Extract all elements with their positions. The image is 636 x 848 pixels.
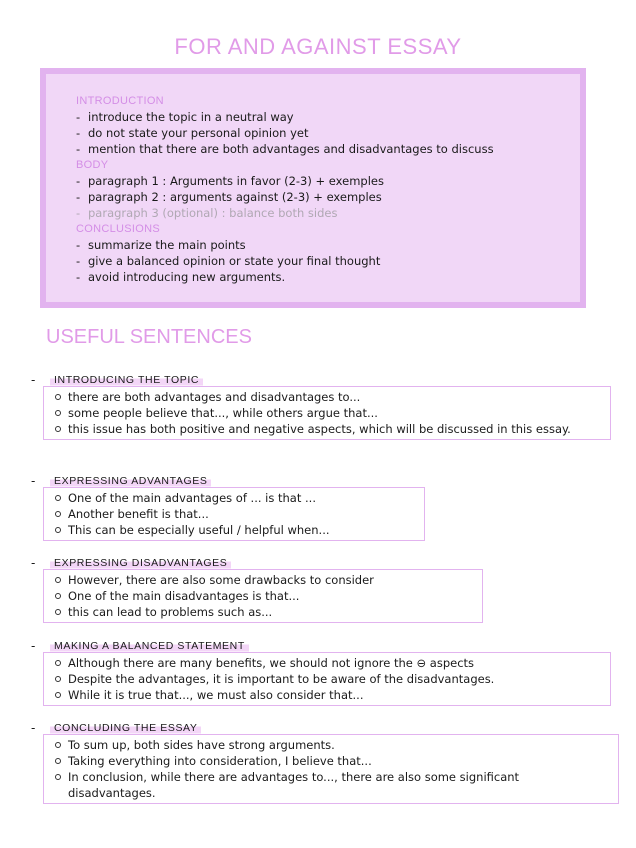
introduction-heading: INTRODUCTION: [76, 95, 164, 107]
introduction-item: - do not state your personal opinion yet: [76, 126, 309, 140]
introduction-item: - mention that there are both advantages and disadvantages to discuss: [76, 142, 494, 156]
essay-structure-list: [76, 93, 586, 285]
page-title: FOR AND AGAINST ESSAY: [174, 34, 462, 59]
body-item: - paragraph 2 : arguments against (2-3) + exemples: [76, 190, 382, 204]
sentence-item: However, there are also some drawbacks to consider: [54, 572, 474, 588]
body-heading: BODY: [76, 159, 109, 171]
sentence-item: Although there are many benefits, we should not ignore the ⊖ aspects: [54, 655, 602, 671]
conclusions-heading: CONCLUSIONS: [76, 223, 160, 235]
sentence-item: While it is true that..., we must also consider that...: [54, 687, 602, 703]
conclusions-item: - avoid introducing new arguments.: [76, 270, 286, 284]
sentence-item: Another benefit is that...: [54, 506, 416, 522]
section-dash: -: [31, 639, 36, 653]
section-title: EXPRESSING ADVANTAGES: [50, 474, 211, 488]
section-title: EXPRESSING DISADVANTAGES: [50, 556, 231, 570]
section-dash: -: [31, 721, 36, 735]
sentence-box: [43, 386, 611, 440]
sentence-box: [43, 734, 619, 804]
sentence-item: This can be especially useful / helpful when...: [54, 522, 416, 538]
conclusions-item: - give a balanced opinion or state your final thought: [76, 254, 381, 268]
sentence-item: One of the main advantages of ... is that ...: [54, 490, 416, 506]
section-dash: -: [31, 474, 36, 488]
section-title: MAKING A BALANCED STATEMENT: [50, 639, 249, 653]
section-title: CONCLUDING THE ESSAY: [50, 721, 201, 735]
introduction-item: - introduce the topic in a neutral way: [76, 110, 294, 124]
sentence-item: there are both advantages and disadvantages to...: [54, 389, 602, 405]
useful-sentences-heading: USEFUL SENTENCES: [46, 326, 252, 348]
sentence-box: [43, 652, 611, 706]
sentence-box: [43, 487, 425, 541]
sentence-item: To sum up, both sides have strong arguments.: [54, 737, 610, 753]
sentence-item: Taking everything into consideration, I believe that...: [54, 753, 610, 769]
sentence-item: One of the main disadvantages is that...: [54, 588, 474, 604]
sentence-box: [43, 569, 483, 623]
section-title: INTRODUCING THE TOPIC: [50, 373, 203, 387]
sentence-item: Despite the advantages, it is important to be aware of the disadvantages.: [54, 671, 602, 687]
body-item-optional: - paragraph 3 (optional) : balance both sides: [76, 206, 338, 220]
sentence-item: In conclusion, while there are advantages to..., there are also some significant disadvantages.: [54, 769, 610, 801]
sentence-item: this issue has both positive and negative aspects, which will be discussed in this essay.: [54, 421, 602, 437]
section-dash: -: [31, 373, 36, 387]
section-dash: -: [31, 556, 36, 570]
sentence-item: this can lead to problems such as...: [54, 604, 474, 620]
conclusions-item: - summarize the main points: [76, 238, 246, 252]
sentence-item: some people believe that..., while others argue that...: [54, 405, 602, 421]
essay-structure-box: [40, 68, 586, 308]
body-item: - paragraph 1 : Arguments in favor (2-3) + exemples: [76, 174, 384, 188]
